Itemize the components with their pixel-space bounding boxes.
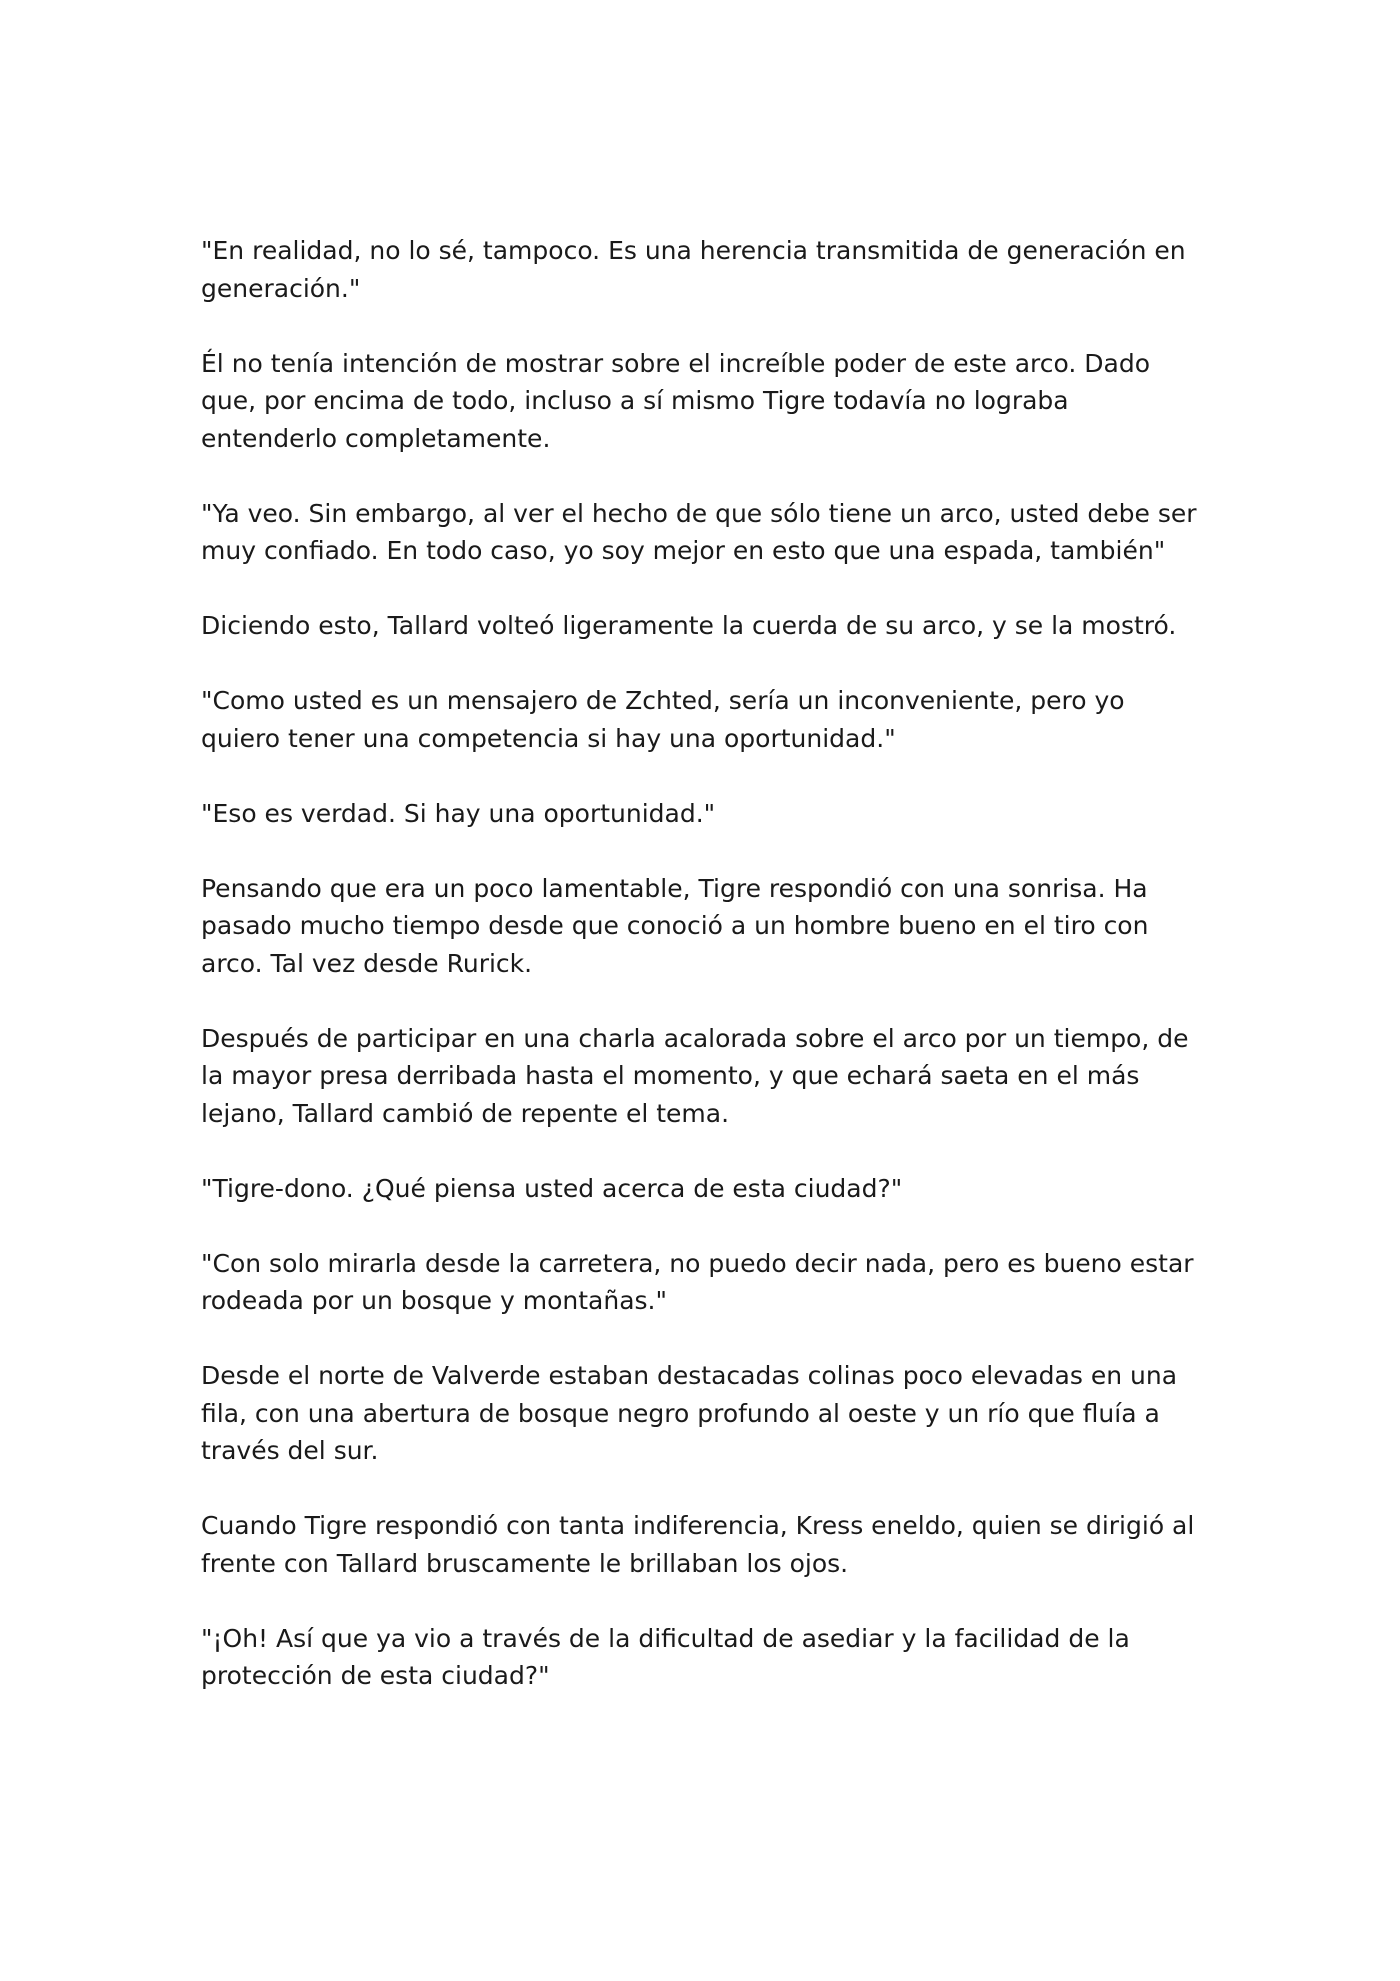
paragraph-5: "Como usted es un mensajero de Zchted, sería un inconveniente, pero yo quiero tener una competencia si hay una oportunidad." [201, 686, 1125, 753]
paragraph-13: "¡Oh! Así que ya vio a través de la dificultad de asediar y la facilidad de la protección de esta ciudad?" [201, 1623, 1130, 1690]
paragraph-11: Desde el norte de Valverde estaban destacadas colinas poco elevadas en una fila, con una abertura de bosque negro profundo al oeste y un río que fluía a través del sur. [201, 1361, 1178, 1465]
paragraph-1: "En realidad, no lo sé, tampoco. Es una herencia transmitida de generación en generación." [201, 236, 1186, 303]
paragraph-4: Diciendo esto, Tallard volteó ligeramente la cuerda de su arco, y se la mostró. [201, 611, 1177, 640]
paragraph-3: "Ya veo. Sin embargo, al ver el hecho de que sólo tiene un arco, usted debe ser muy confiado. En todo caso, yo soy mejor en esto que una espada, también" [201, 498, 1197, 565]
paragraph-9: "Tigre-dono. ¿Qué piensa usted acerca de esta ciudad?" [201, 1173, 903, 1203]
paragraph-2: Él no tenía intención de mostrar sobre el increíble poder de este arco. Dado que, por encima de todo, incluso a sí mismo Tigre todavía no lograba entenderlo completamente. [201, 348, 1151, 453]
paragraph-12: Cuando Tigre respondió con tanta indiferencia, Kress eneldo, quien se dirigió al frente con Tallard bruscamente le brillaban los ojos. [201, 1511, 1195, 1578]
body-text [201, 232, 1211, 1695]
paragraph-7: Pensando que era un poco lamentable, Tigre respondió con una sonrisa. Ha pasado mucho tiempo desde que conoció a un hombre bueno en el tiro con arco. Tal vez desde Rurick. [201, 873, 1149, 978]
paragraph-8: Después de participar en una charla acalorada sobre el arco por un tiempo, de la mayor presa derribada hasta el momento, y que echará saeta en el más lejano, Tallard cambió de repente el tema. [201, 1023, 1189, 1128]
paragraph-10: "Con solo mirarla desde la carretera, no puedo decir nada, pero es bueno estar rodeada por un bosque y montañas." [201, 1248, 1194, 1315]
paragraph-6: "Eso es verdad. Si hay una oportunidad." [201, 798, 716, 828]
